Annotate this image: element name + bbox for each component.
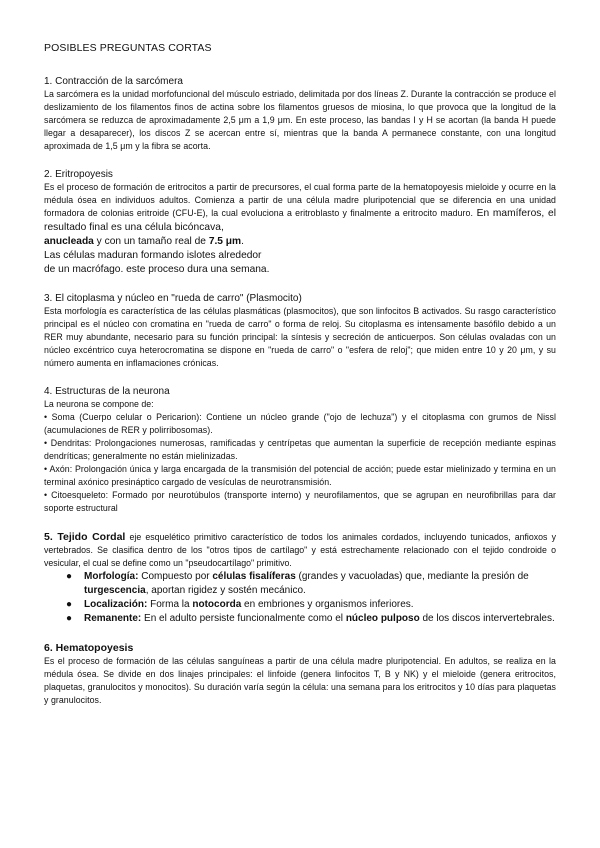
section-sarcomera [44, 75, 556, 153]
text-span: , aportan rigidez y sostén mecánico. [145, 585, 306, 596]
text-span: Forma la [147, 599, 193, 610]
item-label: Remanente: [84, 613, 142, 624]
section-heading: 6. Hematopoyesis [44, 642, 134, 654]
text-span: En el adulto persiste funcionalmente como el [141, 613, 346, 624]
bold-term: núcleo pulposo [345, 613, 420, 624]
section-heading: 1. Contracción de la sarcómera [44, 76, 183, 87]
section-hematopoyesis [44, 641, 556, 707]
bold-term: turgescencia [84, 585, 146, 596]
size-line [44, 235, 556, 249]
bullet-icon: ● [66, 613, 73, 624]
section-tejido-cordal [44, 530, 556, 626]
section-heading: 5. Tejido Cordal [44, 531, 126, 543]
section-plasmocito [44, 292, 556, 370]
bullet-icon: ● [66, 571, 73, 582]
bold-term: células fisalíferas [212, 571, 296, 582]
maturation-line: Las células maduran formando islotes alrededor [44, 250, 262, 261]
text-span: . [241, 236, 244, 247]
item-label: Morfología: [84, 571, 139, 582]
body-text-large: En mamíferos, el resultado final es una célula bicóncava, [44, 208, 557, 233]
section-body: Es el proceso de formación de las células sanguíneas a partir de una célula madre pluripotencial. En adultos, se realiza en la médula ósea. Se divide en dos linajes principales: el linfoide (genera linfocitos T, B y NK) y el mieloide (genera eritrocitos, plaquetas, granulocitos y monocitos). Su duración varía según la célula: una semana para los eritrocitos y 10 días para plaquetas y granulocitos. [44, 656, 556, 705]
section-heading: 3. El citoplasma y núcleo en "rueda de carro" (Plasmocito) [44, 293, 302, 304]
text-span: (grandes y vacuoladas) que, mediante la presión de [295, 571, 529, 582]
text-span: en embriones y organismos inferiores. [241, 599, 414, 610]
section-body: Esta morfología es característica de las células plasmáticas (plasmocitos), que son linfocitos B activados. Su rasgo característico principal es el núcleo con cromatina en "rueda de carro" o forma de reloj. Su citoplasma es intensamente basófilo debido a un RER muy abundante, necesario para su función principal: la síntesis y secreción de anticuerpos. Son células ovaladas con un núcleo excéntrico cuya heterocromatina se dispone en "rueda de carro" o "esfera de reloj"; que miden entre 10 y 20 μm, y su número aumenta en inflamaciones crónicas. [44, 306, 556, 368]
bold-term: notocorda [192, 599, 242, 610]
list-item: • Axón: Prolongación única y larga encargada de la transmisión del potencial de acción; puede estar mielinizado y termina en un terminal axónico presináptico cargado de vesículas de neurotransmisión. [44, 464, 556, 487]
body-text: Es el proceso de formación de eritrocitos a partir de precursores, el cual forma parte de la hematopoyesis mieloide y ocurre en la médula ósea en individuos adultos. Comienza a partir de una célula madre pluripotencial que se diferencia en una unidad formadora de colonias eritroide (CFU-E), la cual evoluciona a eritroblasto y finalmente a eritrocito maduro. [44, 182, 556, 218]
list-item: • Dendritas: Prolongaciones numerosas, ramificadas y centrípetas que aumentan la superficie de recepción mediante espinas dendríticas; generalmente no están mielinizadas. [44, 438, 556, 461]
text-span: y con un tamaño real de [93, 236, 209, 247]
duration-line: de un macrófago. este proceso dura una semana. [44, 264, 270, 275]
document-page [44, 42, 556, 722]
section-heading: 2. Eritropoyesis [44, 169, 113, 180]
item-label: Localización: [84, 599, 148, 610]
bold-term: anucleada [44, 236, 94, 247]
section-intro-paragraph [44, 530, 556, 570]
bullet-list [44, 570, 556, 626]
section-neurona [44, 385, 556, 515]
list-item [66, 598, 556, 612]
section-body: La sarcómera es la unidad morfofuncional del músculo estriado, delimitada por dos líneas Z. Durante la contracción se produce el deslizamiento de los filamentos finos de actina sobre los filamentos gruesos de miosina, lo que provoca que la longitud de la sarcómera se reduzca de aproximadamente 2,5 μm a 1,9 μm. En este proceso, las bandas I y H se acortan (la banda H puede llegar a desaparecer), los discos Z se acercan entre sí, mientras que la banda A permanece constante, con una longitud aproximada de 1,5 μm y la fibra se acorta. [44, 89, 557, 151]
section-heading: 4. Estructuras de la neurona [44, 386, 170, 397]
section-eritropoyesis [44, 168, 556, 277]
bullet-icon: ● [66, 599, 73, 610]
text-span: de los discos intervertebrales. [419, 613, 555, 624]
list-item [66, 612, 556, 626]
list-item [66, 570, 556, 598]
list-item: • Citoesqueleto: Formado por neurotúbulos (transporte interno) y neurofilamentos, que se agrupan en neurofibrillas para dar soporte estructural [44, 490, 556, 513]
text-span: Compuesto por [138, 571, 213, 582]
section-intro: La neurona se compone de: [44, 399, 154, 409]
section-body: eje esquelético primitivo característico de todos los animales cordados, incluyendo tunicados, anfioxos y vertebrados. Se clasifica dentro de los "otros tipos de cartílago" y está estrechamente relacionado con el tejido condroide o vesicular, el cual se define como un "pseudocartílago" primitivo. [44, 532, 556, 568]
list-item: • Soma (Cuerpo celular o Pericarion): Contiene un núcleo grande ("ojo de lechuza") y el citoplasma con grumos de Nissl (acumulaciones de RER y polirribosomas). [44, 412, 556, 435]
section-body [44, 181, 556, 235]
document-title: POSIBLES PREGUNTAS CORTAS [44, 42, 212, 54]
bold-size: 7.5 μm [208, 236, 242, 247]
